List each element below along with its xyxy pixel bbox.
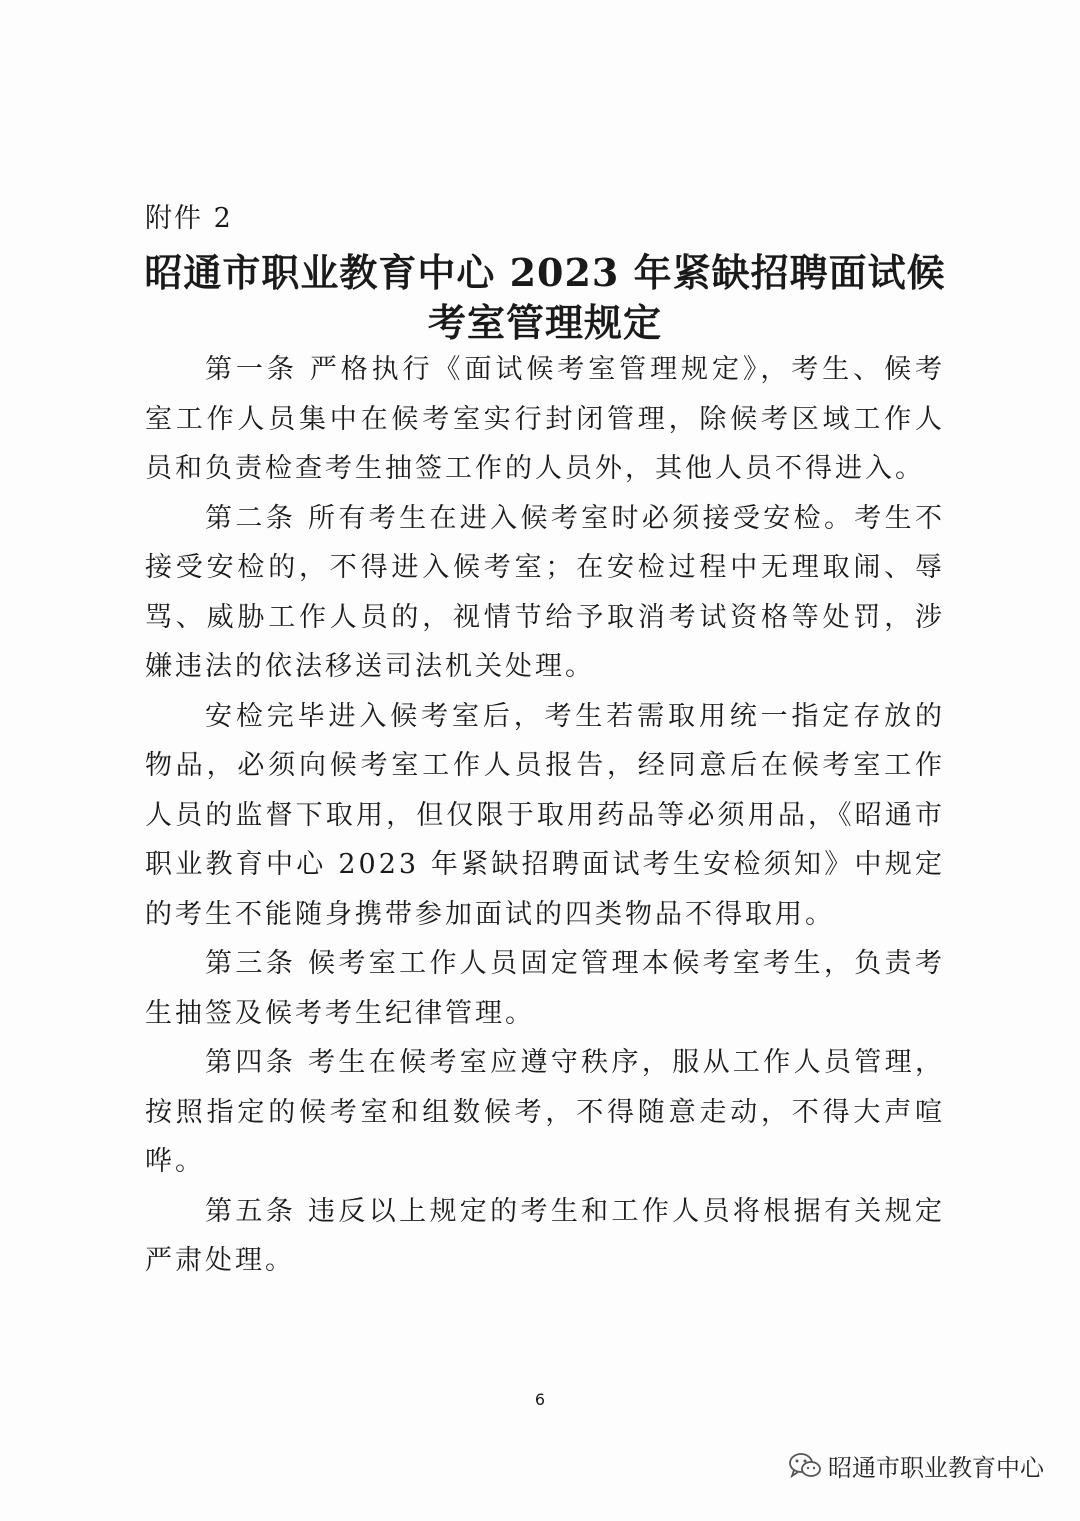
- article-1: [145, 345, 945, 494]
- article-label: 第四条: [205, 1047, 297, 1078]
- source-watermark: [788, 1448, 1044, 1483]
- document-title-line-2: 考室管理规定: [427, 300, 662, 345]
- document-body: [145, 345, 945, 1286]
- watermark-text: 昭通市职业教育中心: [828, 1454, 1044, 1482]
- document-title-line-1: 昭通市职业教育中心 2023 年紧缺招聘面试候: [144, 250, 946, 295]
- article-text: 严格执行《面试候考室管理规定》，考生、候考室工作人员集中在候考室实行封闭管理，除候考区域工作人员和负责检查考生抽签工作的人员外，其他人员不得进入。: [145, 354, 946, 484]
- article-2-continued: [145, 692, 945, 940]
- attachment-label: 附件 2: [145, 203, 233, 234]
- article-label: 第五条: [205, 1195, 297, 1227]
- article-3: [145, 939, 945, 1038]
- page-number: 6: [534, 1390, 546, 1409]
- article-5: [145, 1187, 945, 1286]
- article-text: 候考室工作人员固定管理本候考室考生，负责考生抽签及候考考生纪律管理。: [145, 948, 946, 1029]
- article-text: 考生在候考室应遵守秩序，服从工作人员管理，按照指定的候考室和组数候考，不得随意走动，不得大声喧哗。: [145, 1047, 946, 1177]
- article-label: 第二条: [205, 502, 297, 534]
- wechat-icon: [788, 1452, 822, 1480]
- article-2: [145, 494, 945, 692]
- article-label: 第一条: [205, 354, 298, 385]
- article-text: 违反以上规定的考生和工作人员将根据有关规定严肃处理。: [145, 1195, 946, 1276]
- article-label: 第三条: [205, 948, 297, 979]
- article-text: 所有考生在进入候考室时必须接受安检。考生不接受安检的，不得进入候考室；在安检过程中无理取闹、辱骂、威胁工作人员的，视情节给予取消考试资格等处罚，涉嫌违法的依法移送司法机关处理。: [145, 502, 946, 682]
- article-text: 安检完毕进入候考室后，考生若需取用统一指定存放的物品，必须向候考室工作人员报告，经同意后在候考室工作人员的监督下取用，但仅限于取用药品等必须用品，《昭通市职业教育中心 2023 年紧缺招聘面试考生安检须知》中规定的考生不能随身携带参加面试的四类物品不得取用。: [145, 700, 945, 930]
- article-4: [145, 1038, 945, 1187]
